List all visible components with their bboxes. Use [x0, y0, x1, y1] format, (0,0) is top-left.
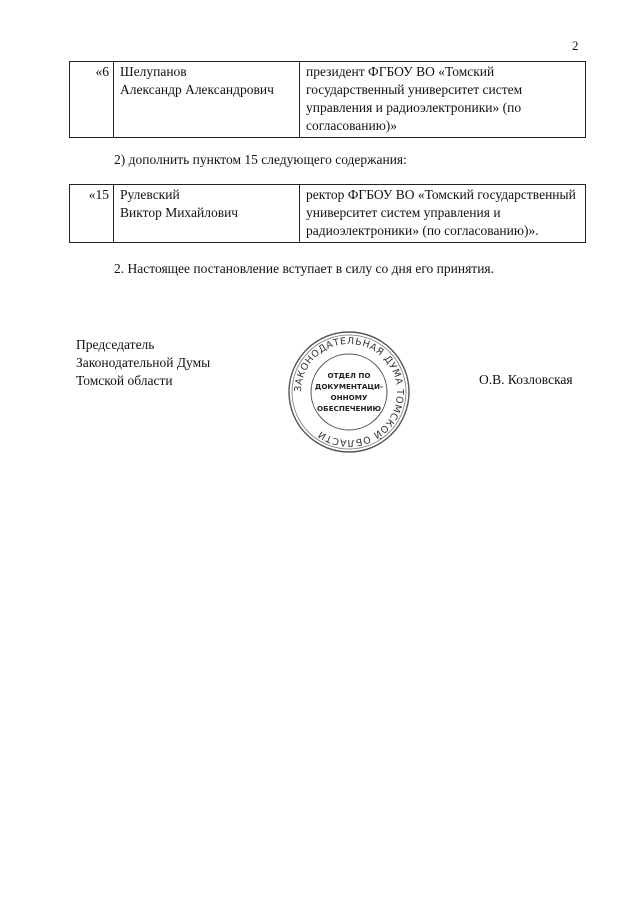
member-surname: Рулевский	[120, 187, 180, 202]
paragraph-amendment: 2) дополнить пунктом 15 следующего содержания:	[114, 152, 407, 167]
member-table-item-6	[69, 61, 586, 138]
signatory-title-line: Председатель	[76, 337, 155, 352]
table-row	[70, 185, 586, 243]
paragraph-effective-date: 2. Настоящее постановление вступает в силу со дня его принятия.	[114, 261, 495, 276]
table-row	[70, 62, 586, 138]
stamp-center-line: ОБЕСПЕЧЕНИЮ	[317, 404, 381, 413]
member-name	[114, 185, 300, 243]
member-surname: Шелупанов	[120, 64, 187, 79]
page-number: 2	[572, 38, 579, 53]
signatory-name: О.В. Козловская	[479, 372, 573, 387]
member-position	[300, 62, 586, 138]
official-stamp	[286, 329, 412, 455]
signatory-title	[76, 336, 210, 390]
member-position	[300, 185, 586, 243]
stamp-inner-ring	[311, 354, 387, 430]
member-given-names: Александр Александрович	[120, 82, 274, 97]
stamp-ring-text: ЗАКОНОДАТЕЛЬНАЯ ДУМА ТОМСКОЙ ОБЛАСТИ	[292, 335, 406, 449]
signatory-title-line: Законодательной Думы	[76, 355, 211, 370]
stamp-outer-ring	[289, 332, 409, 452]
position-line: государственный университет систем	[306, 82, 523, 97]
position-line: согласованию)»	[306, 118, 398, 133]
position-line: управления и радиоэлектроники» (по	[306, 100, 522, 115]
position-line: университет систем управления и	[306, 205, 501, 220]
stamp-outer-ring-inner	[292, 335, 406, 449]
position-line: радиоэлектроники» (по согласованию)».	[306, 223, 539, 238]
item-number: «15	[70, 185, 114, 243]
member-given-names: Виктор Михайлович	[120, 205, 239, 220]
signatory-title-line: Томской области	[76, 373, 173, 388]
position-line: президент ФГБОУ ВО «Томский	[306, 64, 495, 79]
position-line: ректор ФГБОУ ВО «Томский государственный	[306, 187, 576, 202]
member-table-item-15	[69, 184, 586, 243]
member-name	[114, 62, 300, 138]
stamp-center-line: ДОКУМЕНТАЦИ-	[314, 382, 384, 391]
item-number: «6	[70, 62, 114, 138]
stamp-center-line: ОННОМУ	[330, 393, 368, 402]
stamp-center-line: ОТДЕЛ ПО	[327, 371, 371, 380]
